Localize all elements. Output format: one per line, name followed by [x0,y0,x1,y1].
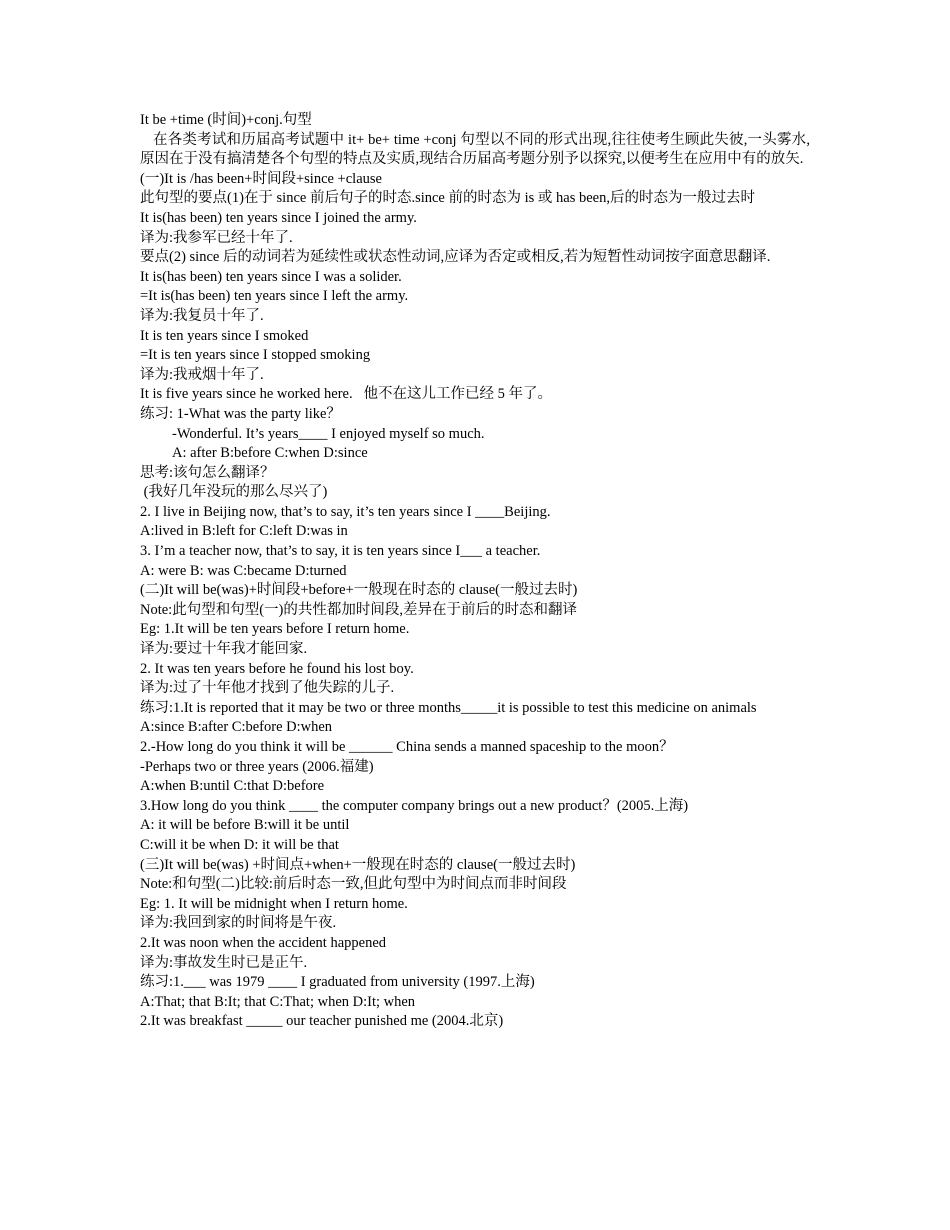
exercise-options: A:lived in B:left for C:left D:was in [140,523,348,540]
translation-line: 译为:我戒烟十年了. [140,366,264,383]
example-line: It is ten years since I smoked [140,327,309,344]
exercise-options: A: it will be before B:will it be until [140,817,350,834]
exercise-options: A: after B:before C:when D:since [172,445,368,462]
exercise-options: A:since B:after C:before D:when [140,719,333,736]
translation-line: 译为:要过十年我才能回家. [140,641,308,658]
exercise-line: 2.It was breakfast _____ our teacher punished me (2004.北京) [140,1013,504,1030]
example-line: It is(has been) ten years since I joined the army. [140,209,417,226]
exercise-line: 练习: 1-What was the party like？ [140,405,341,422]
document-page [140,111,810,1032]
exercise-options: A:when B:until C:that D:before [140,778,325,795]
example-line: Eg: 1. It will be midnight when I return home. [140,895,408,912]
translation-line: 译为:我参军已经十年了. [140,229,293,246]
section-title: It be +time (时间)+conj.句型 [140,112,312,128]
example-line: 2. It was ten years before he found his lost boy. [140,660,414,677]
translation-line: 译为:过了十年他才找到了他失踪的儿子. [140,680,395,697]
example-line: 2.It was noon when the accident happened [140,934,387,951]
example-line: =It is(has been) ten years since I left the army. [140,288,409,305]
text-line: 要点(2) since 后的动词若为延续性或状态性动词,应译为否定或相反,若为短暂性动词按字面意思翻译. [140,249,771,266]
text-line: (我好几年没玩的那么尽兴了) [140,484,328,501]
exercise-line: -Wonderful. It’s years____ I enjoyed myself so much. [172,425,485,442]
exercise-options: A: were B: was C:became D:turned [140,562,347,579]
note-line: Note:此句型和句型(一)的共性都加时间段,差异在于前后的时态和翻译 [140,601,577,618]
text-line: 思考:该句怎么翻译？ [140,464,275,481]
example-line: =It is ten years since I stopped smoking [140,347,371,364]
example-line: Eg: 1.It will be ten years before I return home. [140,621,410,638]
example-line: It is five years since he worked here. 他不在这儿工作已经 5 年了。 [140,386,552,403]
pattern-heading-3: (三)It will be(was) +时间点+when+一般现在时态的 clause(一般过去时) [140,856,576,873]
exercise-line: 3.How long do you think ____ the computer company brings out a new product？(2005.上海) [140,797,689,814]
exercise-line: 3. I’m a teacher now, that’s to say, it is ten years since I___ a teacher. [140,543,541,560]
note-line: Note:和句型(二)比较:前后时态一致,但此句型中为时间点而非时间段 [140,876,567,893]
translation-line: 译为:事故发生时已是正午. [140,954,308,971]
exercise-line: -Perhaps two or three years (2006.福建) [140,758,374,775]
exercise-options: C:will it be when D: it will be that [140,836,339,853]
example-line: It is(has been) ten years since I was a solider. [140,268,402,285]
text-line: 此句型的要点(1)在于 since 前后句子的时态.since 前的时态为 is 或 has been,后的时态为一般过去时 [140,190,755,207]
translation-line: 译为:我回到家的时间将是午夜. [140,915,337,932]
exercise-options: A:That; that B:It; that C:That; when D:It; when [140,993,416,1010]
exercise-line: 练习:1.It is reported that it may be two or three months_____it is possible to test this medicine on animals [140,699,757,716]
exercise-line: 练习:1.___ was 1979 ____ I graduated from university (1997.上海) [140,974,535,991]
exercise-line: 2.-How long do you think it will be ______ China sends a manned spaceship to the moon？ [140,739,674,755]
pattern-heading-2: (二)It will be(was)+时间段+before+一般现在时态的 clause(一般过去时) [140,582,578,599]
translation-line: 译为:我复员十年了. [140,307,264,324]
exercise-line: 2. I live in Beijing now, that’s to say, it’s ten years since I ____Beijing. [140,503,551,520]
pattern-heading-1: (一)It is /has been+时间段+since +clause [140,170,382,187]
intro-paragraph: 在各类考试和历届高考试题中 it+ be+ time +conj 句型以不同的形式出现,往往使考生顾此失彼,一头雾水,原因在于没有搞清楚各个句型的特点及实质,现结合历届高考题分别予以探究,以便考生在应用中有的放矢. [140,131,810,168]
